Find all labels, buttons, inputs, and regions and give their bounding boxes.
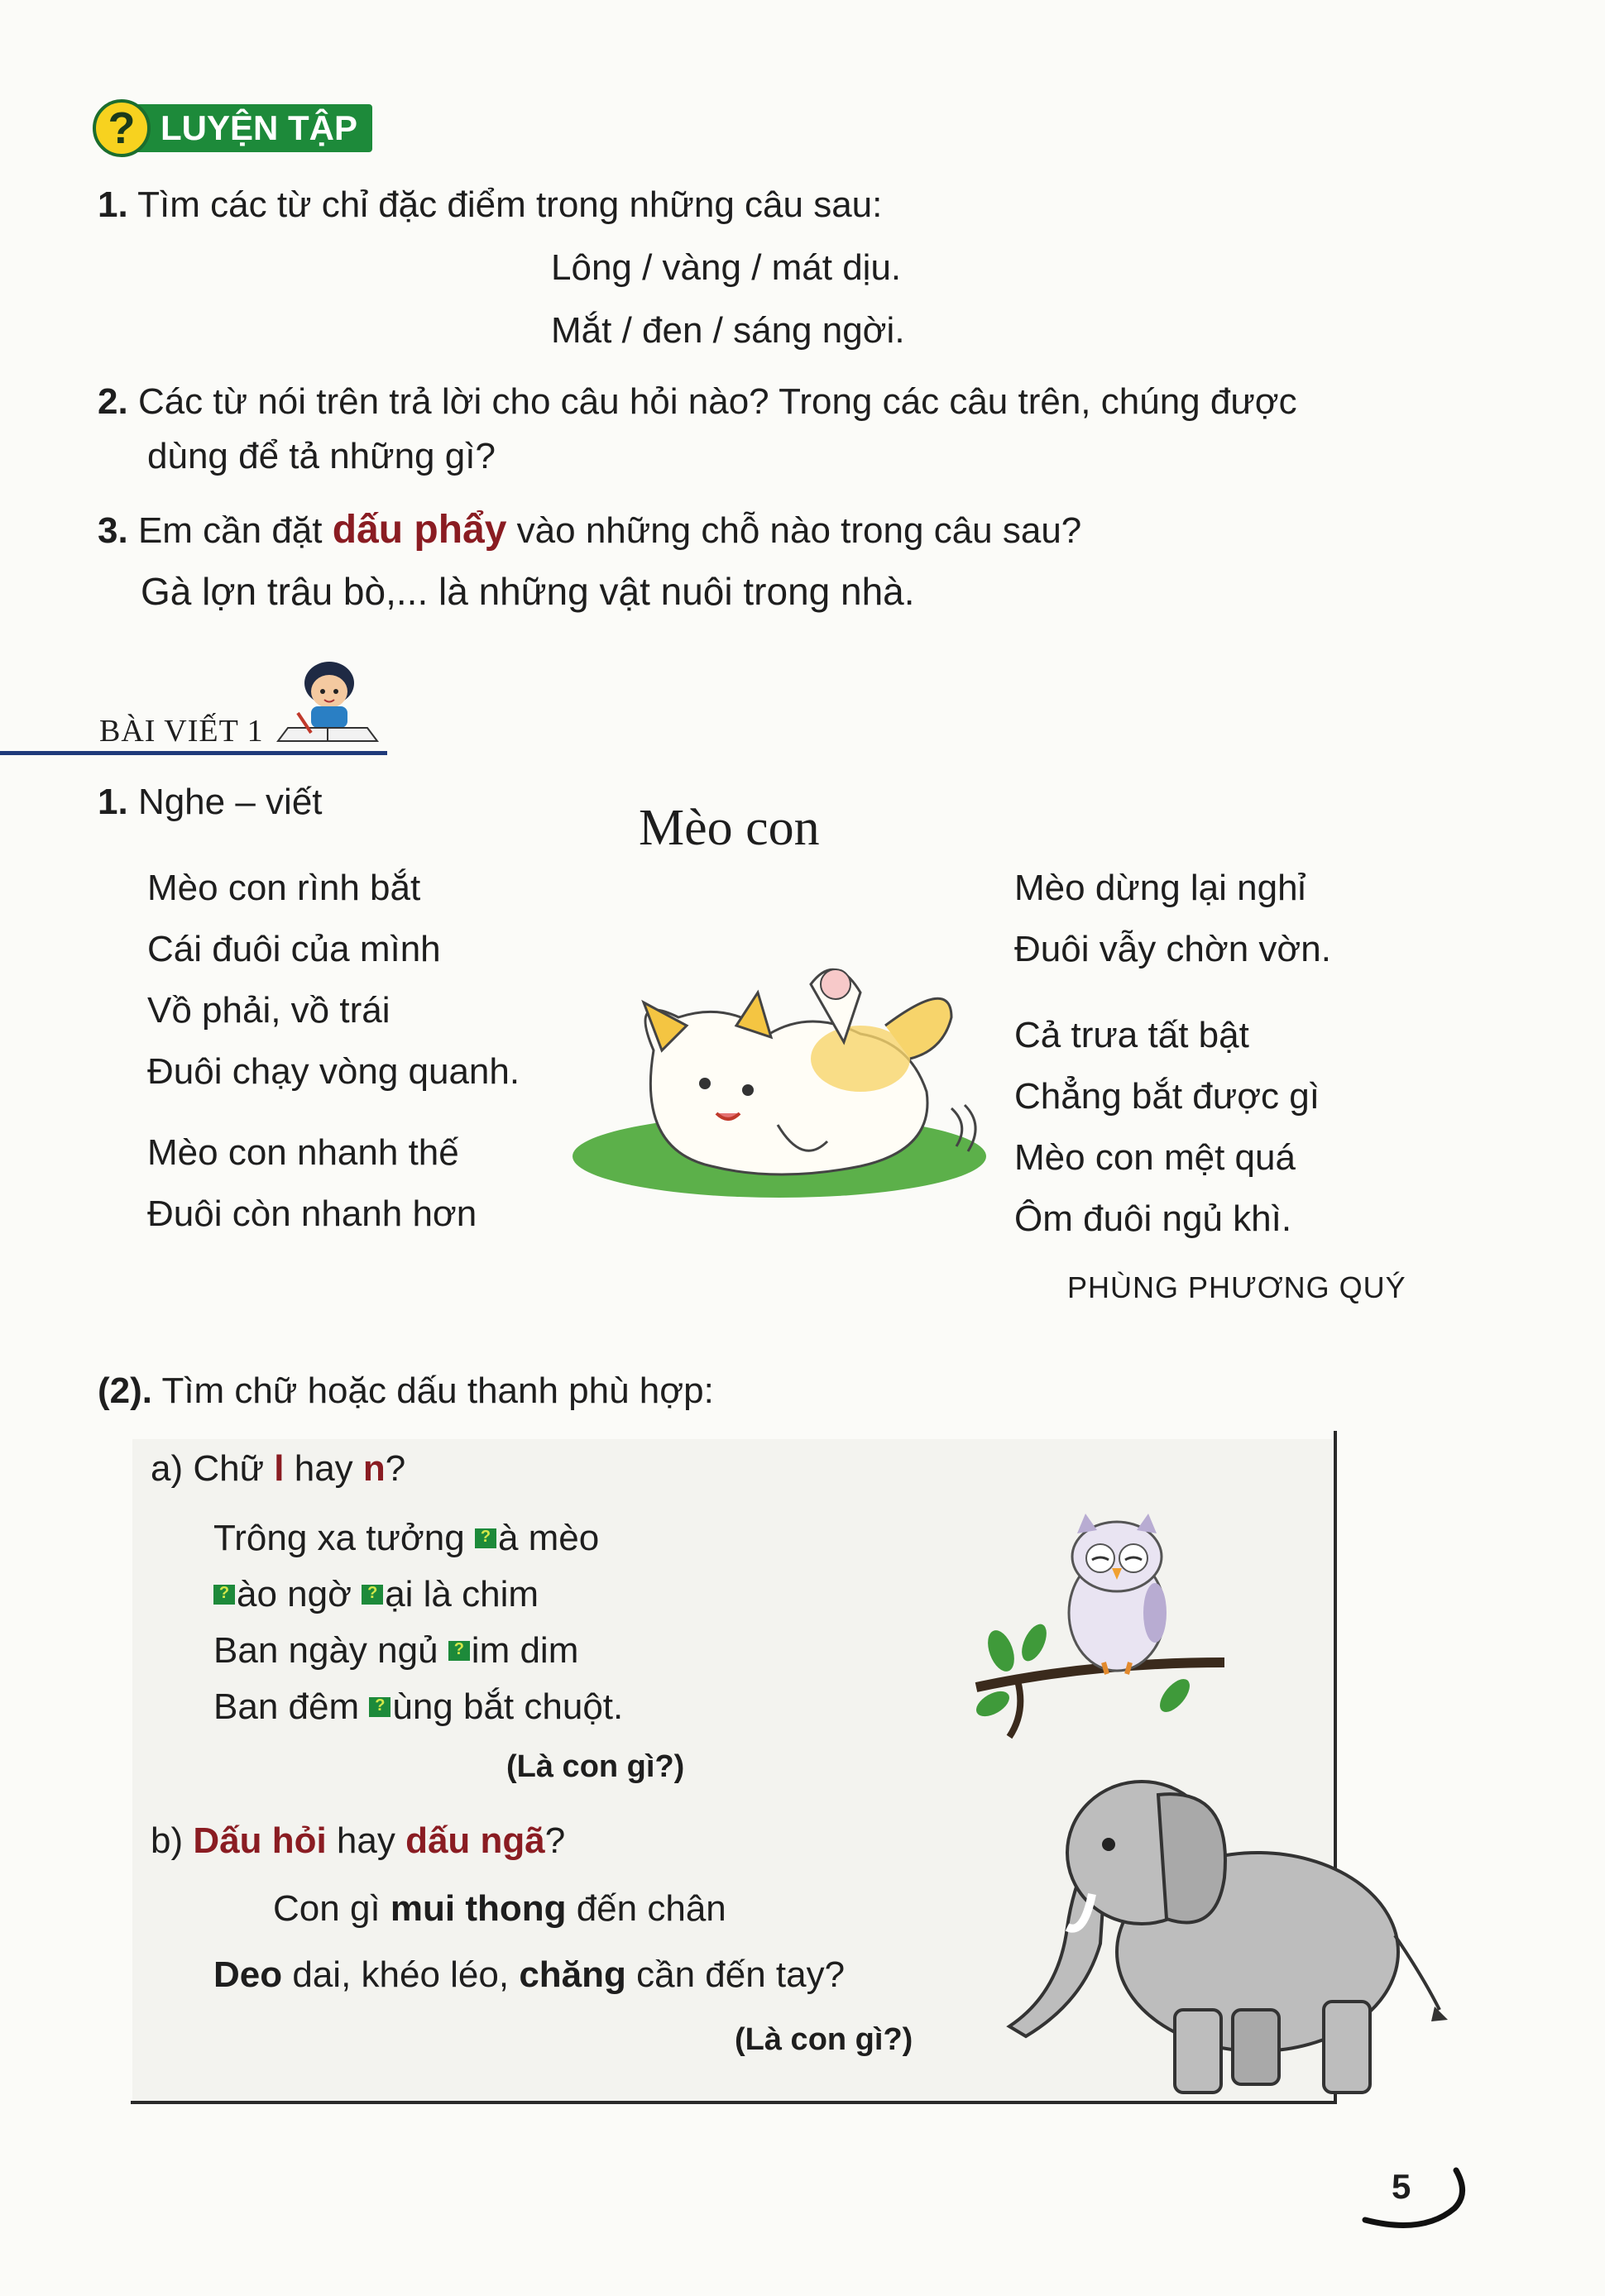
q2-number: 2.: [98, 381, 128, 422]
a1-post: à mèo: [497, 1518, 600, 1558]
blank-box[interactable]: [475, 1528, 496, 1548]
b-mid: hay: [326, 1820, 406, 1861]
q1-number: 1.: [98, 184, 128, 225]
q3-highlight: dấu phẩy: [332, 508, 507, 552]
owl-illustration: [968, 1497, 1233, 1745]
riddle-b-hint: (Là con gì?): [735, 2022, 913, 2057]
stanza2-line2: Đuôi còn nhanh hơn: [147, 1193, 477, 1234]
stanza4-line4: Ôm đuôi ngủ khì.: [1014, 1198, 1292, 1239]
page-number-swoosh: [1357, 2159, 1481, 2233]
stanza1-line3: Vồ phải, vồ trái: [147, 990, 390, 1031]
exercise2: [98, 1370, 714, 1413]
riddle-a-hint: (Là con gì?): [506, 1749, 685, 1784]
q3-number: 3.: [98, 510, 128, 551]
exercise2-text: Tìm chữ hoặc dấu thanh phù hợp:: [161, 1370, 714, 1411]
a2-a: ào ngờ: [237, 1574, 362, 1614]
dau-hoi: Dấu hỏi: [193, 1820, 327, 1861]
practice-q2: [98, 380, 1297, 424]
b1-post: đến chân: [566, 1888, 726, 1929]
stanza3-line2: Đuôi vẫy chờn vờn.: [1014, 929, 1331, 969]
letter-n: n: [362, 1448, 386, 1489]
stanza4-line3: Mèo con mệt quá: [1014, 1137, 1296, 1178]
stanza1-line4: Đuôi chạy vòng quanh.: [147, 1051, 520, 1092]
writing-boy-icon: [270, 658, 386, 749]
task1-number: 1.: [98, 782, 128, 822]
exercise2-number: (2).: [98, 1370, 152, 1411]
stanza3-line1: Mèo dừng lại nghỉ: [1014, 868, 1306, 908]
exercise2b-prompt: [151, 1820, 565, 1863]
a1-pre: Trông xa tưởng: [213, 1518, 475, 1558]
dau-nga: dấu ngã: [405, 1820, 545, 1861]
b1-pre: Con gì: [273, 1888, 390, 1929]
stanza2-line1: Mèo con nhanh thế: [147, 1132, 459, 1173]
b1-bold: mui thong: [390, 1888, 567, 1929]
exercise2a-prompt: [151, 1447, 405, 1491]
blank-box[interactable]: [213, 1585, 235, 1605]
q1-sentence-2: Mắt / đen / sáng ngời.: [551, 310, 905, 351]
q3-text-pre: Em cần đặt: [137, 510, 333, 551]
b-pre: b): [151, 1820, 194, 1861]
section-title: BÀI VIẾT 1: [99, 714, 264, 749]
b2-mid: dai, khéo léo,: [282, 1954, 520, 1995]
cat-illustration: [563, 959, 1009, 1208]
stanza1-line2: Cái đuôi của mình: [147, 929, 441, 969]
a-pre: a) Chữ: [151, 1448, 275, 1489]
q3-sentence: Gà lợn trâu bò,... là những vật nuôi trong nhà.: [141, 570, 915, 613]
a3-post: im dim: [471, 1630, 579, 1671]
q3-text-post: vào những chỗ nào trong câu sau?: [506, 510, 1082, 551]
b-post: ?: [544, 1820, 566, 1861]
practice-q3: [98, 506, 1081, 554]
b2-bold2: chăng: [519, 1954, 626, 1995]
b2-bold1: Deo: [213, 1954, 283, 1995]
a4-pre: Ban đêm: [213, 1686, 370, 1727]
practice-q1: [98, 184, 882, 227]
page-number: 5: [1392, 2167, 1411, 2206]
letter-l: l: [274, 1448, 285, 1489]
a4-post: ùng bắt chuột.: [392, 1686, 624, 1727]
stanza4-line1: Cả trưa tất bật: [1014, 1015, 1249, 1055]
poem-title: Mèo con: [639, 800, 820, 856]
stanza4-line2: Chẳng bắt được gì: [1014, 1076, 1320, 1117]
b2-post: cần đến tay?: [625, 1954, 846, 1995]
elephant-illustration: [985, 1762, 1464, 2109]
q2-text: Các từ nói trên trả lời cho câu hỏi nào? Trong các câu trên, chúng được: [137, 381, 1297, 422]
riddle-b-line1: [273, 1887, 726, 1931]
poem-author: PHÙNG PHƯƠNG QUÝ: [1067, 1270, 1406, 1304]
a-post: ?: [385, 1448, 406, 1489]
task1: [98, 781, 323, 825]
riddle-b-line2: [213, 1954, 845, 1997]
riddle-a-line1: [213, 1517, 599, 1561]
q2-text-cont: dùng để tả những gì?: [147, 436, 496, 476]
q1-sentence-1: Lông / vàng / mát dịu.: [551, 247, 902, 288]
blank-box[interactable]: [369, 1697, 390, 1717]
practice-badge-label: LUYỆN TẬP: [129, 104, 372, 152]
a-mid: hay: [284, 1448, 363, 1489]
section-rule: [0, 751, 387, 755]
stanza1-line1: Mèo con rình bắt: [147, 868, 421, 908]
question-icon: ?: [93, 99, 151, 157]
q1-text: Tìm các từ chỉ đặc điểm trong những câu sau:: [137, 184, 883, 225]
a2-b: ại là chim: [385, 1574, 539, 1614]
riddle-a-line3: [213, 1629, 578, 1673]
riddle-a-line4: [213, 1686, 623, 1729]
blank-box[interactable]: [362, 1585, 383, 1605]
riddle-a-line2: [213, 1573, 539, 1617]
a3-pre: Ban ngày ngủ: [213, 1630, 448, 1671]
blank-box[interactable]: [448, 1641, 470, 1661]
task1-text: Nghe – viết: [137, 782, 323, 822]
